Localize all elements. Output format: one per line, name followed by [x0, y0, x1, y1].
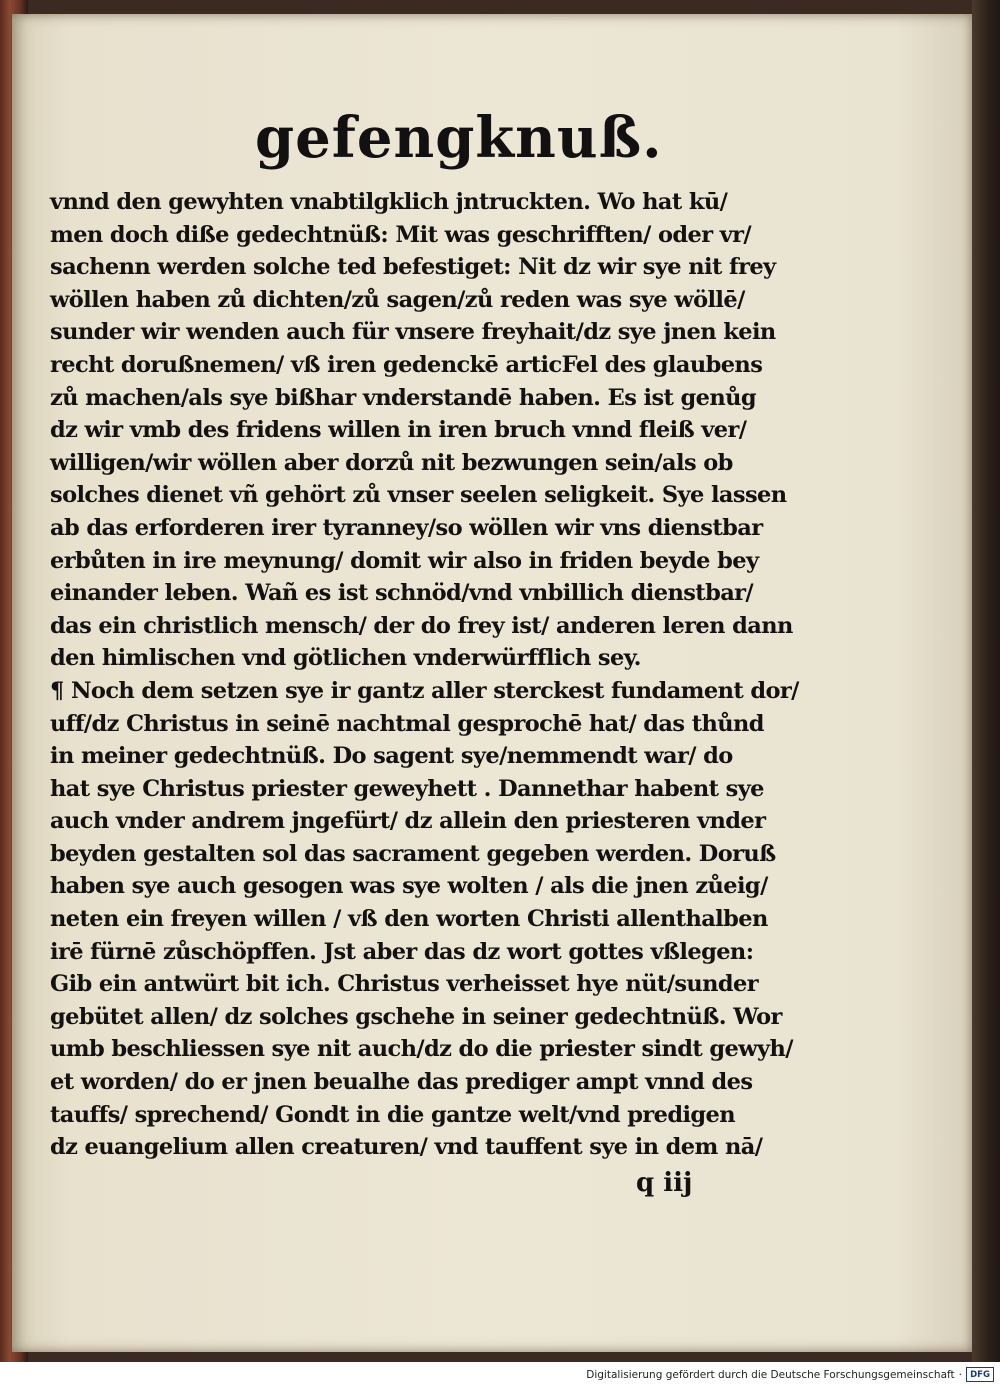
text-line: den himlischen vnd götlichen vnderwürfflich sey.	[50, 645, 641, 672]
text-line: ab das erforderen irer tyranney/so wöllen wir vns dienstbar	[50, 514, 763, 541]
footer-credit	[586, 1367, 994, 1382]
text-line: gebütet allen/ dz solches gschehe in seiner gedechtnüß. Wor	[50, 1003, 782, 1030]
text-line: in meiner gedechtnüß. Do sagent sye/nemmendt war/ do	[50, 743, 733, 770]
text-line: dz euangelium allen creaturen/ vnd tauffent sye in dem nā/	[50, 1134, 763, 1161]
footer-credit-text: Digitalisierung gefördert durch die Deutsche Forschungsgemeinschaft	[586, 1368, 955, 1381]
signature-mark: q iij	[636, 1168, 693, 1198]
text-line: tauffs/ sprechend/ Gondt in die gantze welt/vnd predigen	[50, 1101, 736, 1128]
text-line: einander leben. Wañ es ist schnöd/vnd vnbillich dienstbar/	[50, 580, 754, 607]
text-line: haben sye auch gesogen was sye wolten / als die jnen zůeig/	[50, 873, 768, 900]
body-text	[50, 186, 799, 1164]
text-line: Gib ein antwürt bit ich. Christus verheisset hye nüt/sunder	[50, 971, 759, 998]
text-line: men doch diße gedechtnüß: Mit was geschrifften/ oder vr/	[50, 221, 752, 248]
text-line: vnnd den gewyhten vnabtilgklich jntruckten. Wo hat kū/	[50, 189, 728, 215]
running-head: gefengknuß.	[255, 105, 663, 171]
dfg-logo: DFG	[966, 1367, 994, 1382]
text-line: sunder wir wenden auch für vnsere freyhait/dz sye jnen kein	[50, 319, 776, 346]
text-line: sachenn werden solche ted befestiget: Nit dz wir sye nit frey	[50, 254, 776, 281]
text-line: das ein christlich mensch/ der do frey ist/ anderen leren dann	[50, 612, 793, 639]
text-line: uff/dz Christus in seinē nachtmal gesprochē hat/ das thůnd	[50, 710, 764, 737]
text-line: erbůten in ire meynung/ domit wir also in friden beyde bey	[50, 547, 759, 574]
text-line: dz wir vmb des fridens willen in iren bruch vnnd fleiß ver/	[50, 417, 747, 444]
text-line: neten ein freyen willen / vß den worten Christi allenthalben	[50, 906, 768, 933]
text-line: umb beschliessen sye nit auch/dz do die priester sindt gewyh/	[50, 1036, 793, 1063]
page-shadow	[972, 0, 1000, 1362]
text-line: wöllen haben zů dichten/zů sagen/zů reden was sye wöllē/	[50, 286, 745, 313]
text-line: solches dienet vñ gehört zů vnser seelen seligkeit. Sye lassen	[50, 482, 787, 509]
text-line: willigen/wir wöllen aber dorzů nit bezwungen sein/als ob	[50, 449, 733, 476]
text-line: zů machen/als sye bißhar vnderstandē haben. Es ist genůg	[50, 384, 757, 411]
text-line: ¶ Noch dem setzen sye ir gantz aller sterckest fundament dor/	[50, 677, 799, 704]
text-line: hat sye Christus priester geweyhett . Dannethar habent sye	[50, 775, 764, 802]
footer-separator: ·	[958, 1368, 962, 1381]
text-line: beyden gestalten sol das sacrament gegeben werden. Doruß	[50, 840, 776, 867]
text-line: auch vnder andrem jngefürt/ dz allein den priesteren vnder	[50, 808, 766, 835]
text-line: recht dorußnemen/ vß iren gedenckē articFel des glaubens	[50, 351, 763, 378]
text-line: irē fürnē zůschöpffen. Jst aber das dz wort gottes vßlegen:	[50, 938, 754, 965]
text-line: et worden/ do er jnen beualhe das prediger ampt vnnd des	[50, 1069, 753, 1096]
